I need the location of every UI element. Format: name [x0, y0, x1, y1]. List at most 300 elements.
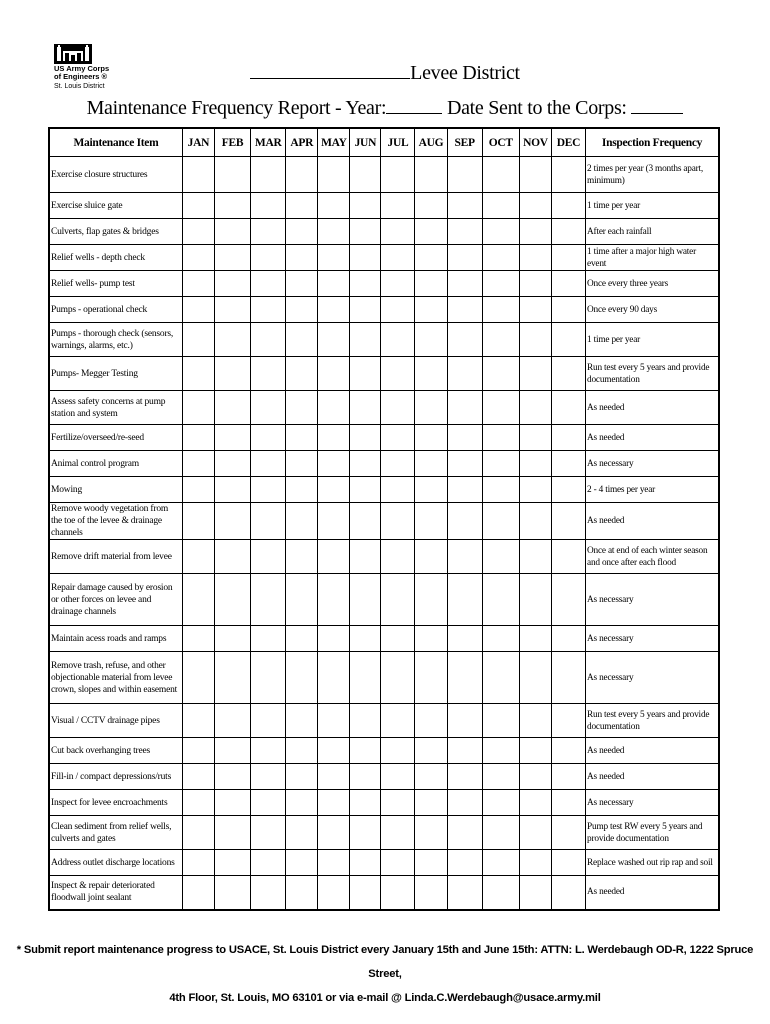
month-cell-jan[interactable]	[182, 704, 214, 738]
month-cell-mar[interactable]	[251, 451, 286, 477]
month-cell-mar[interactable]	[251, 790, 286, 816]
month-cell-dec[interactable]	[551, 503, 585, 540]
month-header-sep: SEP	[447, 128, 482, 157]
month-cell-mar[interactable]	[251, 391, 286, 425]
month-cell-may[interactable]	[318, 503, 350, 540]
month-cell-may[interactable]	[318, 850, 350, 876]
month-cell-sep[interactable]	[447, 323, 482, 357]
month-cell-oct[interactable]	[482, 157, 519, 193]
month-cell-dec[interactable]	[551, 704, 585, 738]
month-cell-sep[interactable]	[447, 738, 482, 764]
month-cell-jan[interactable]	[182, 425, 214, 451]
month-cell-sep[interactable]	[447, 764, 482, 790]
month-cell-sep[interactable]	[447, 391, 482, 425]
month-cell-aug[interactable]	[415, 790, 447, 816]
month-cell-sep[interactable]	[447, 219, 482, 245]
month-cell-nov[interactable]	[519, 626, 551, 652]
month-cell-jun[interactable]	[350, 764, 381, 790]
month-cell-oct[interactable]	[482, 816, 519, 850]
month-cell-nov[interactable]	[519, 193, 551, 219]
month-cell-jun[interactable]	[350, 245, 381, 271]
month-cell-aug[interactable]	[415, 540, 447, 574]
month-cell-oct[interactable]	[482, 738, 519, 764]
month-cell-aug[interactable]	[415, 271, 447, 297]
month-cell-oct[interactable]	[482, 704, 519, 738]
month-cell-jan[interactable]	[182, 391, 214, 425]
month-cell-feb[interactable]	[214, 850, 250, 876]
inspection-frequency: Run test every 5 years and provide documentation	[586, 704, 719, 738]
month-cell-dec[interactable]	[551, 323, 585, 357]
month-cell-jan[interactable]	[182, 271, 214, 297]
month-cell-jul[interactable]	[381, 704, 415, 738]
month-cell-may[interactable]	[318, 876, 350, 910]
month-cell-apr[interactable]	[286, 271, 318, 297]
month-cell-mar[interactable]	[251, 738, 286, 764]
month-cell-apr[interactable]	[286, 850, 318, 876]
month-cell-feb[interactable]	[214, 790, 250, 816]
month-cell-jan[interactable]	[182, 574, 214, 626]
month-cell-may[interactable]	[318, 193, 350, 219]
month-cell-oct[interactable]	[482, 652, 519, 704]
month-cell-mar[interactable]	[251, 297, 286, 323]
month-cell-jul[interactable]	[381, 790, 415, 816]
month-cell-dec[interactable]	[551, 157, 585, 193]
month-cell-feb[interactable]	[214, 219, 250, 245]
month-cell-dec[interactable]	[551, 876, 585, 910]
month-cell-jul[interactable]	[381, 323, 415, 357]
month-cell-sep[interactable]	[447, 626, 482, 652]
month-cell-nov[interactable]	[519, 850, 551, 876]
month-cell-may[interactable]	[318, 738, 350, 764]
month-cell-nov[interactable]	[519, 738, 551, 764]
month-cell-nov[interactable]	[519, 425, 551, 451]
month-cell-mar[interactable]	[251, 193, 286, 219]
month-cell-feb[interactable]	[214, 652, 250, 704]
month-cell-apr[interactable]	[286, 738, 318, 764]
month-cell-may[interactable]	[318, 816, 350, 850]
month-cell-may[interactable]	[318, 271, 350, 297]
month-cell-apr[interactable]	[286, 357, 318, 391]
month-cell-aug[interactable]	[415, 219, 447, 245]
month-cell-dec[interactable]	[551, 391, 585, 425]
month-cell-jul[interactable]	[381, 245, 415, 271]
month-cell-mar[interactable]	[251, 157, 286, 193]
month-cell-oct[interactable]	[482, 451, 519, 477]
month-cell-apr[interactable]	[286, 540, 318, 574]
month-cell-jul[interactable]	[381, 477, 415, 503]
month-cell-oct[interactable]	[482, 357, 519, 391]
month-cell-mar[interactable]	[251, 219, 286, 245]
month-cell-jul[interactable]	[381, 425, 415, 451]
month-cell-jul[interactable]	[381, 652, 415, 704]
month-cell-mar[interactable]	[251, 850, 286, 876]
month-cell-feb[interactable]	[214, 357, 250, 391]
month-cell-jun[interactable]	[350, 477, 381, 503]
month-cell-apr[interactable]	[286, 876, 318, 910]
month-cell-may[interactable]	[318, 652, 350, 704]
month-cell-feb[interactable]	[214, 193, 250, 219]
month-cell-jun[interactable]	[350, 738, 381, 764]
month-cell-mar[interactable]	[251, 245, 286, 271]
month-cell-nov[interactable]	[519, 323, 551, 357]
month-cell-aug[interactable]	[415, 626, 447, 652]
month-cell-jan[interactable]	[182, 503, 214, 540]
month-cell-feb[interactable]	[214, 245, 250, 271]
month-cell-sep[interactable]	[447, 574, 482, 626]
month-cell-jan[interactable]	[182, 193, 214, 219]
month-cell-jun[interactable]	[350, 323, 381, 357]
month-cell-dec[interactable]	[551, 540, 585, 574]
month-cell-dec[interactable]	[551, 574, 585, 626]
month-cell-mar[interactable]	[251, 652, 286, 704]
maintenance-item: Cut back overhanging trees	[49, 738, 182, 764]
month-cell-dec[interactable]	[551, 271, 585, 297]
month-cell-may[interactable]	[318, 323, 350, 357]
month-cell-jul[interactable]	[381, 219, 415, 245]
month-cell-feb[interactable]	[214, 451, 250, 477]
maintenance-item: Repair damage caused by erosion or other forces on levee and drainage channels	[49, 574, 182, 626]
maintenance-item: Fill-in / compact depressions/ruts	[49, 764, 182, 790]
month-cell-jul[interactable]	[381, 574, 415, 626]
month-cell-aug[interactable]	[415, 245, 447, 271]
maintenance-item: Exercise sluice gate	[49, 193, 182, 219]
month-cell-oct[interactable]	[482, 271, 519, 297]
month-cell-may[interactable]	[318, 157, 350, 193]
month-cell-oct[interactable]	[482, 850, 519, 876]
month-cell-apr[interactable]	[286, 503, 318, 540]
month-cell-jan[interactable]	[182, 540, 214, 574]
month-cell-jun[interactable]	[350, 850, 381, 876]
month-cell-nov[interactable]	[519, 357, 551, 391]
month-cell-jan[interactable]	[182, 626, 214, 652]
month-cell-oct[interactable]	[482, 764, 519, 790]
month-cell-jan[interactable]	[182, 157, 214, 193]
month-cell-apr[interactable]	[286, 193, 318, 219]
month-cell-jul[interactable]	[381, 357, 415, 391]
month-cell-feb[interactable]	[214, 704, 250, 738]
month-cell-dec[interactable]	[551, 357, 585, 391]
month-cell-nov[interactable]	[519, 503, 551, 540]
month-cell-jun[interactable]	[350, 790, 381, 816]
table-row	[49, 245, 719, 271]
month-cell-sep[interactable]	[447, 876, 482, 910]
month-cell-sep[interactable]	[447, 503, 482, 540]
month-cell-feb[interactable]	[214, 764, 250, 790]
month-cell-aug[interactable]	[415, 876, 447, 910]
month-cell-may[interactable]	[318, 574, 350, 626]
month-cell-jun[interactable]	[350, 271, 381, 297]
month-cell-aug[interactable]	[415, 425, 447, 451]
month-cell-sep[interactable]	[447, 850, 482, 876]
month-cell-feb[interactable]	[214, 876, 250, 910]
month-cell-may[interactable]	[318, 764, 350, 790]
table-row	[49, 157, 719, 193]
month-cell-nov[interactable]	[519, 477, 551, 503]
month-cell-nov[interactable]	[519, 271, 551, 297]
month-cell-jul[interactable]	[381, 391, 415, 425]
month-cell-aug[interactable]	[415, 391, 447, 425]
month-cell-nov[interactable]	[519, 574, 551, 626]
month-cell-apr[interactable]	[286, 626, 318, 652]
month-cell-jan[interactable]	[182, 477, 214, 503]
month-cell-jan[interactable]	[182, 876, 214, 910]
month-cell-jan[interactable]	[182, 219, 214, 245]
month-cell-oct[interactable]	[482, 790, 519, 816]
month-cell-may[interactable]	[318, 425, 350, 451]
month-cell-jun[interactable]	[350, 503, 381, 540]
month-cell-apr[interactable]	[286, 790, 318, 816]
month-cell-nov[interactable]	[519, 816, 551, 850]
month-cell-may[interactable]	[318, 245, 350, 271]
month-cell-nov[interactable]	[519, 219, 551, 245]
month-cell-jan[interactable]	[182, 451, 214, 477]
month-cell-aug[interactable]	[415, 503, 447, 540]
month-cell-nov[interactable]	[519, 245, 551, 271]
month-cell-dec[interactable]	[551, 451, 585, 477]
month-cell-jan[interactable]	[182, 738, 214, 764]
month-cell-nov[interactable]	[519, 764, 551, 790]
month-cell-feb[interactable]	[214, 297, 250, 323]
month-cell-aug[interactable]	[415, 816, 447, 850]
month-cell-jul[interactable]	[381, 764, 415, 790]
month-cell-sep[interactable]	[447, 245, 482, 271]
month-cell-sep[interactable]	[447, 540, 482, 574]
month-cell-jul[interactable]	[381, 540, 415, 574]
month-cell-aug[interactable]	[415, 323, 447, 357]
month-cell-jul[interactable]	[381, 816, 415, 850]
month-cell-dec[interactable]	[551, 652, 585, 704]
month-cell-nov[interactable]	[519, 790, 551, 816]
month-cell-may[interactable]	[318, 704, 350, 738]
month-cell-jun[interactable]	[350, 157, 381, 193]
month-cell-mar[interactable]	[251, 477, 286, 503]
month-cell-jun[interactable]	[350, 425, 381, 451]
month-cell-aug[interactable]	[415, 850, 447, 876]
month-cell-may[interactable]	[318, 477, 350, 503]
month-cell-jun[interactable]	[350, 540, 381, 574]
month-cell-jan[interactable]	[182, 357, 214, 391]
month-cell-feb[interactable]	[214, 391, 250, 425]
month-cell-jul[interactable]	[381, 297, 415, 323]
month-cell-jun[interactable]	[350, 219, 381, 245]
month-cell-apr[interactable]	[286, 323, 318, 357]
month-cell-nov[interactable]	[519, 297, 551, 323]
month-cell-apr[interactable]	[286, 451, 318, 477]
month-cell-aug[interactable]	[415, 477, 447, 503]
month-cell-aug[interactable]	[415, 357, 447, 391]
month-cell-feb[interactable]	[214, 271, 250, 297]
month-cell-aug[interactable]	[415, 297, 447, 323]
month-cell-may[interactable]	[318, 219, 350, 245]
month-cell-mar[interactable]	[251, 704, 286, 738]
month-cell-oct[interactable]	[482, 503, 519, 540]
month-cell-mar[interactable]	[251, 764, 286, 790]
month-cell-apr[interactable]	[286, 425, 318, 451]
month-cell-mar[interactable]	[251, 816, 286, 850]
month-cell-dec[interactable]	[551, 790, 585, 816]
month-cell-aug[interactable]	[415, 574, 447, 626]
month-cell-apr[interactable]	[286, 391, 318, 425]
month-cell-apr[interactable]	[286, 816, 318, 850]
month-cell-sep[interactable]	[447, 157, 482, 193]
month-cell-mar[interactable]	[251, 323, 286, 357]
month-cell-jun[interactable]	[350, 574, 381, 626]
month-cell-dec[interactable]	[551, 626, 585, 652]
month-cell-dec[interactable]	[551, 764, 585, 790]
month-cell-sep[interactable]	[447, 193, 482, 219]
month-cell-may[interactable]	[318, 391, 350, 425]
month-cell-jun[interactable]	[350, 297, 381, 323]
month-cell-mar[interactable]	[251, 425, 286, 451]
month-cell-sep[interactable]	[447, 297, 482, 323]
month-cell-mar[interactable]	[251, 626, 286, 652]
month-cell-mar[interactable]	[251, 271, 286, 297]
month-cell-jun[interactable]	[350, 876, 381, 910]
month-cell-apr[interactable]	[286, 477, 318, 503]
month-cell-mar[interactable]	[251, 357, 286, 391]
month-cell-apr[interactable]	[286, 764, 318, 790]
month-cell-dec[interactable]	[551, 219, 585, 245]
month-cell-aug[interactable]	[415, 764, 447, 790]
month-cell-feb[interactable]	[214, 477, 250, 503]
month-cell-jun[interactable]	[350, 391, 381, 425]
table-header-row	[49, 128, 719, 157]
month-cell-sep[interactable]	[447, 357, 482, 391]
month-cell-jan[interactable]	[182, 652, 214, 704]
month-cell-nov[interactable]	[519, 451, 551, 477]
month-cell-dec[interactable]	[551, 193, 585, 219]
month-cell-oct[interactable]	[482, 477, 519, 503]
month-cell-aug[interactable]	[415, 451, 447, 477]
month-cell-jan[interactable]	[182, 850, 214, 876]
month-cell-dec[interactable]	[551, 297, 585, 323]
month-cell-oct[interactable]	[482, 193, 519, 219]
month-cell-jul[interactable]	[381, 738, 415, 764]
month-cell-jul[interactable]	[381, 157, 415, 193]
month-cell-apr[interactable]	[286, 219, 318, 245]
month-cell-aug[interactable]	[415, 652, 447, 704]
month-cell-jun[interactable]	[350, 626, 381, 652]
month-cell-oct[interactable]	[482, 574, 519, 626]
month-cell-feb[interactable]	[214, 503, 250, 540]
month-cell-sep[interactable]	[447, 271, 482, 297]
month-cell-apr[interactable]	[286, 157, 318, 193]
month-cell-aug[interactable]	[415, 193, 447, 219]
month-cell-jun[interactable]	[350, 193, 381, 219]
month-cell-sep[interactable]	[447, 451, 482, 477]
month-cell-mar[interactable]	[251, 876, 286, 910]
month-cell-may[interactable]	[318, 790, 350, 816]
month-cell-jun[interactable]	[350, 357, 381, 391]
month-cell-dec[interactable]	[551, 477, 585, 503]
month-cell-may[interactable]	[318, 626, 350, 652]
month-cell-jun[interactable]	[350, 652, 381, 704]
maintenance-item: Pumps - thorough check (sensors, warnings, alarms, etc.)	[49, 323, 182, 357]
month-cell-apr[interactable]	[286, 245, 318, 271]
month-cell-jun[interactable]	[350, 816, 381, 850]
month-cell-jan[interactable]	[182, 790, 214, 816]
month-cell-aug[interactable]	[415, 738, 447, 764]
month-cell-nov[interactable]	[519, 157, 551, 193]
month-cell-feb[interactable]	[214, 425, 250, 451]
month-cell-jul[interactable]	[381, 451, 415, 477]
month-cell-jan[interactable]	[182, 297, 214, 323]
month-cell-feb[interactable]	[214, 323, 250, 357]
month-cell-nov[interactable]	[519, 391, 551, 425]
month-cell-jan[interactable]	[182, 323, 214, 357]
month-cell-oct[interactable]	[482, 425, 519, 451]
month-cell-feb[interactable]	[214, 574, 250, 626]
table-row	[49, 451, 719, 477]
month-cell-aug[interactable]	[415, 704, 447, 738]
month-cell-oct[interactable]	[482, 626, 519, 652]
month-cell-nov[interactable]	[519, 704, 551, 738]
month-cell-feb[interactable]	[214, 626, 250, 652]
month-cell-sep[interactable]	[447, 816, 482, 850]
month-cell-jul[interactable]	[381, 626, 415, 652]
month-cell-sep[interactable]	[447, 790, 482, 816]
maintenance-item: Remove woody vegetation from the toe of the levee & drainage channels	[49, 503, 182, 540]
month-cell-oct[interactable]	[482, 323, 519, 357]
month-cell-apr[interactable]	[286, 574, 318, 626]
month-cell-jun[interactable]	[350, 451, 381, 477]
month-cell-may[interactable]	[318, 451, 350, 477]
month-cell-jun[interactable]	[350, 704, 381, 738]
month-cell-oct[interactable]	[482, 876, 519, 910]
month-cell-mar[interactable]	[251, 540, 286, 574]
month-cell-aug[interactable]	[415, 157, 447, 193]
month-cell-dec[interactable]	[551, 850, 585, 876]
month-cell-nov[interactable]	[519, 540, 551, 574]
month-cell-jan[interactable]	[182, 816, 214, 850]
month-cell-jul[interactable]	[381, 850, 415, 876]
month-cell-feb[interactable]	[214, 157, 250, 193]
month-cell-may[interactable]	[318, 297, 350, 323]
month-cell-dec[interactable]	[551, 245, 585, 271]
month-cell-feb[interactable]	[214, 540, 250, 574]
month-cell-dec[interactable]	[551, 816, 585, 850]
month-cell-mar[interactable]	[251, 574, 286, 626]
month-cell-may[interactable]	[318, 357, 350, 391]
month-cell-jul[interactable]	[381, 876, 415, 910]
month-cell-oct[interactable]	[482, 540, 519, 574]
month-cell-oct[interactable]	[482, 219, 519, 245]
month-cell-jul[interactable]	[381, 503, 415, 540]
month-cell-apr[interactable]	[286, 297, 318, 323]
month-cell-sep[interactable]	[447, 477, 482, 503]
month-cell-feb[interactable]	[214, 738, 250, 764]
month-cell-dec[interactable]	[551, 425, 585, 451]
month-cell-feb[interactable]	[214, 816, 250, 850]
month-cell-jan[interactable]	[182, 245, 214, 271]
month-cell-oct[interactable]	[482, 297, 519, 323]
month-cell-apr[interactable]	[286, 652, 318, 704]
month-cell-mar[interactable]	[251, 503, 286, 540]
month-cell-nov[interactable]	[519, 652, 551, 704]
month-cell-sep[interactable]	[447, 425, 482, 451]
month-cell-sep[interactable]	[447, 704, 482, 738]
month-cell-jul[interactable]	[381, 193, 415, 219]
month-cell-oct[interactable]	[482, 391, 519, 425]
month-cell-sep[interactable]	[447, 652, 482, 704]
month-cell-jul[interactable]	[381, 271, 415, 297]
month-cell-oct[interactable]	[482, 245, 519, 271]
month-cell-may[interactable]	[318, 540, 350, 574]
month-cell-apr[interactable]	[286, 704, 318, 738]
month-cell-nov[interactable]	[519, 876, 551, 910]
month-cell-jan[interactable]	[182, 764, 214, 790]
month-cell-dec[interactable]	[551, 738, 585, 764]
